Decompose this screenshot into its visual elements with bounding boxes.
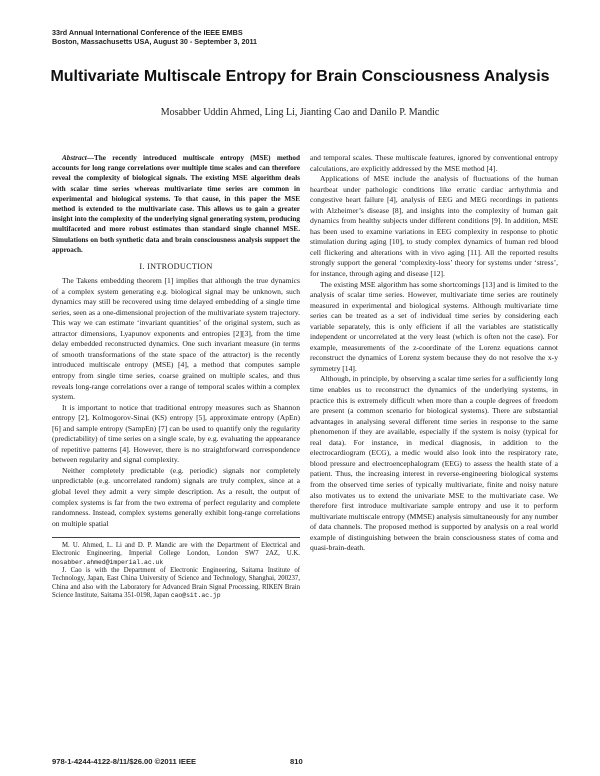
paragraph: Although, in principle, by observing a scalar time series for a sufficiently long time enables us to reconstruct the dynamics of the underlying systems, in practice this is extremely difficult when more than a couple degrees of freedom are present (a common scenario for biological systems). There are substantial advantages in analysing several different time series in response to the same phenomenon if they are available, especially if the system is noisy (typical for real data). For instance, in medical diagnosis, in addition to the electrocardiogram (ECG), a medic would also look into the respiratory rate, blood pressure and electroencephalogram (EEG) to assess the health state of a patient. Thus, the increasing interest in reverse-engineering biological systems from the observed time series of typically multivariate, finite and noisy nature also motivates us to extend the univariate MSE to the multivariate case. We therefore first introduce multivariate sample entropy and use it to perform multivariate multiscale entropy (MMSE) analysis simultaneously for any number of data channels. The proposed method is supported by analysis on a real world example of distinguishing between the brain consciousness states of coma and quasi-brain-death. [310, 374, 558, 553]
footnote-divider [52, 537, 300, 538]
conference-header [52, 28, 472, 46]
footnote-affiliation-2 [52, 567, 300, 600]
author-list: Mosabber Uddin Ahmed, Ling Li, Jianting Cao and Danilo P. Mandic [160, 107, 440, 118]
paper-title: Multivariate Multiscale Entropy for Brain Consciousness Analysis [50, 68, 550, 85]
abstract [52, 153, 300, 255]
left-column [52, 153, 300, 600]
email-link[interactable]: mosabber.ahmed@imperial.ac.uk [52, 558, 164, 566]
abstract-label: Abstract [62, 154, 87, 162]
paragraph: The existing MSE algorithm has some shortcomings [13] and is limited to the analysis of scalar time series. However, multivariate time series are routinely measured in experimental and biological systems. Although multivariate time series can be treated as a set of individual time series by considering each variable separately, this is only efficient if all the variables are statistically independent or uncorrelated at the very least (which is often not the case). For example, measurements of the z-coordinate of the Lorenz equations cannot reconstruct the dynamics of Lorenz system because they do not resolve the x-y symmetry [14]. [310, 279, 558, 373]
section-heading-introduction: I. INTRODUCTION [139, 262, 213, 272]
paragraph: and temporal scales. These multiscale features, ignored by conventional entropy calculations, are explicitly addressed by the MSE method [4]. [310, 153, 558, 173]
right-column [310, 153, 558, 554]
paragraph: Applications of MSE include the analysis of fluctuations of the human heartbeat under pathologic conditions like erratic cardiac arrhythmia and congestive heart failure [4], analysis of EEG and MEG recordings in patients with Alzheimer’s disease [8], and insights into the complexity of human gait dynamics from healthy subjects under different conditions [9]. In addition, MSE has been used to examine variations in EEG complexity in response to photic stimulation during aging [10], to study complex dynamics of human red blood cell flickering and alterations with in vivo aging [11]. All the reported results strongly support the general ‘complexity-loss’ theory for systems under ‘stress’, for instance, through aging and disease [12]. [310, 174, 558, 279]
isbn-copyright: 978-1-4244-4122-8/11/$26.00 ©2011 IEEE [52, 757, 197, 766]
paragraph: The Takens embedding theorem [1] implies that although the true dynamics of a complex system generating e.g. biological signal may be unknown, such dynamics may still be recovered using time delayed embedding of a single time series, seen as a one-dimensional projection of the multivariate system trajectory. This way we can estimate ‘invariant quantities’ of the original system, such as attractor dimensions, Lyapunov exponents and entropies [2][3], from the time delay embedded reconstructed dynamics. One such invariant measure (in terms of smooth transformations of the state space of the attractor) is the recently introduced multiscale entropy (MSE) [4], a method that computes sample entropy from single time series, coarse grained on multiple scales, and thus reveals long-range correlations over a range of temporal scales within a complex system. [52, 276, 300, 402]
page-number: 810 [290, 757, 303, 766]
paragraph: Neither completely predictable (e.g. periodic) signals nor completely unpredictable (e.g. uncorrelated random) signals are truly complex, since at a global level they admit a very simple description. As a result, the output of complex systems is far from the two extrema of perfect regularity and complete randomness. Instead, complex systems generally exhibit long-range correlations on multiple spatial [52, 465, 300, 528]
footnote-affiliation-1 [52, 542, 300, 567]
email-link[interactable]: cao@sit.ac.jp [170, 591, 221, 599]
conference-name: 33rd Annual International Conference of the IEEE EMBS [52, 28, 243, 37]
footnote-text: J. Cao is with the Department of Electronic Engineering, Saitama Institute of Technology, Japan, East China University of Science and Technology, Shanghai, 200237, China and also with the Laboratory for Advanced Brain Signal Processing, RIKEN Brain Science Institute, Saitama 351-0198, Japan [52, 567, 300, 599]
abstract-text: —The recently introduced multiscale entropy (MSE) method accounts for long range correlations over multiple time scales and can therefore reveal the complexity of biological signals. The existing MSE algorithm deals with scalar time series whereas multivariate time series are common in experimental and biological systems. To that cause, in this paper the MSE method is extended to the multivariate case. This allows us to gain a greater insight into the complexity of the underlying signal generating system, producing multifaceted and more robust estimates than standard single channel MSE. Simulations on both synthetic data and brain consciousness analysis support the approach. [52, 154, 300, 254]
paragraph: It is important to notice that traditional entropy measures such as Shannon entropy [2], Kolmogorov-Sinai (KS) entropy [5], approximate entropy (ApEn) [6] and sample entropy (SampEn) [7] can be used to quantify only the regularity (predictability) of time series on a single scale, by e.g. evaluating the appearance of repetitive patterns [4]. However, there is no straightforward correspondence between regularity and signal complexity. [52, 402, 300, 465]
footnote-text: M. U. Ahmed, L. Li and D. P. Mandic are with the Department of Electrical and Electronic Engineering, Imperial College London, London SW7 2AZ, U.K. [52, 542, 300, 558]
conference-location: Boston, Massachusetts USA, August 30 - September 3, 2011 [52, 37, 258, 46]
